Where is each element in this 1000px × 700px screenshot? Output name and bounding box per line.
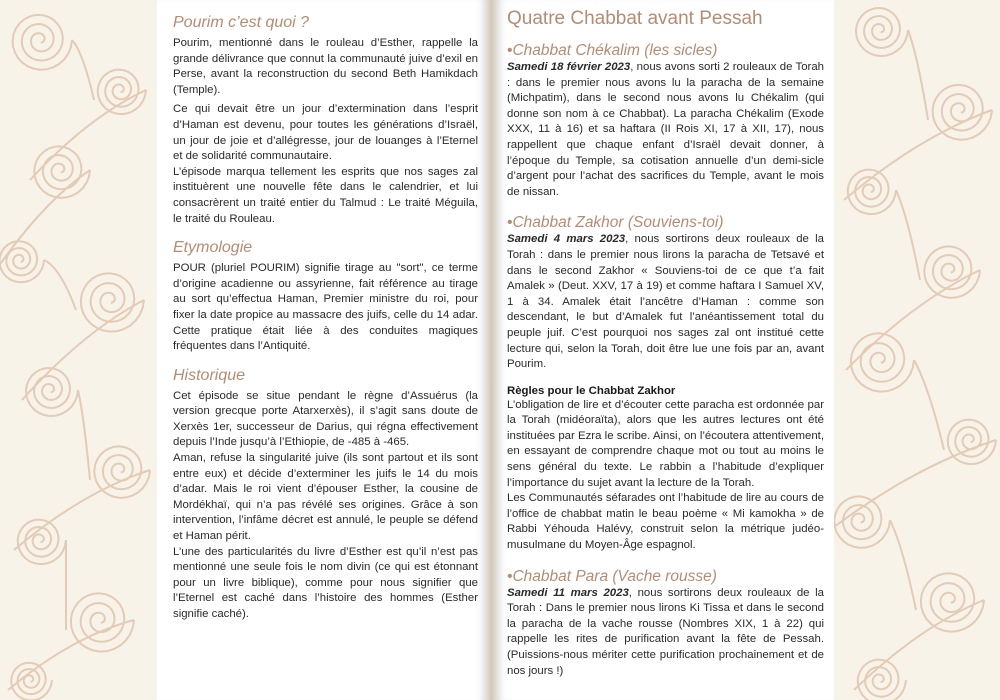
paragraph: L’obligation de lire et d’écouter cette paracha est ordonnée par la Torah (midéoraïta), alors que les autres lectures ont été instituées par Ezra le scribe. Ainsi, on l’écoutera attentivement, en essayant de comprendre chaque mot ou tout au moins le sens général du texte. Le rabbin a l’habitude d’expliquer l’importance du sujet avant la lecture de la Torah. bbox=[507, 398, 824, 489]
paragraph: POUR (pluriel POURIM) signifie tirage au "sort", ce terme d’origine acadienne ou assyrienne, fait référence au tirage au sort qu’effectua Haman, Premier ministre du roi, pour fixer la date propice au massacre des juifs, celle du 14 adar. Cette pratique était liée à des conduites magiques fréquentes dans l’Antiquité. bbox=[173, 262, 478, 353]
scroll-band bbox=[72, 40, 94, 100]
bullet-icon: • bbox=[507, 42, 513, 59]
paragraph: L’épisode marqua tellement les esprits que nos sages zal instituèrent une nouvelle fête dans le calendrier, et lui consacrèrent un traité entier du Talmud : Le traité Méguila, le traité du Rouleau. bbox=[173, 165, 478, 225]
section-heading-chekalim: •Chabbat Chékalim (les sicles) bbox=[507, 42, 718, 59]
paragraph: Cet épisode se situe pendant le règne d’Assuérus (la version grecque porte Atarxerxès), il s’agit sans doute de Xerxès 1er, successeur de Darius, qui régna effectivement depuis l’Inde jusqu’à l’Ethiopie, de -485 à -465. bbox=[173, 389, 478, 449]
section-heading-zakhor: •Chabbat Zakhor (Souviens-toi) bbox=[507, 214, 724, 232]
section-pourim bbox=[173, 14, 478, 227]
scroll-spiral bbox=[834, 496, 890, 548]
scroll-spiral bbox=[34, 146, 90, 198]
book-gutter bbox=[486, 0, 497, 700]
paragraph: Samedi 4 mars 2023, nous sortirons deux rouleaux de la Torah : dans le premier nous lirons la paracha de Tetsavé et dans le second Zakhor « Souviens-toi de ce que t’a fait Amalek » (Deut. XXV, 17 à 19) et comme haftara I Samuel XV, 1 à 34. Amalek était l’ancêtre d’Haman : comme son descendant, le but d’Amalek fut l’anéantissement total du peuple juif. C’est pourquoi nos sages zal ont institué cette lecture qui, selon la Torah, doit être lue une fois par an, avant Pourim. bbox=[507, 233, 824, 371]
paragraph: Ce qui devait être un jour d’extermination dans l’esprit d’Haman est devenu, pour toutes les générations d’Israël, un jour de joie et d’allégresse, jour de louanges à l’Eternel et de solidarité communautaire. bbox=[173, 103, 478, 163]
scroll-spiral bbox=[856, 8, 908, 56]
scroll-band bbox=[914, 360, 944, 450]
left-page bbox=[157, 0, 486, 700]
scroll-band bbox=[846, 270, 980, 370]
sub-heading: Règles pour le Chabbat Zakhor bbox=[507, 384, 676, 397]
scroll-band bbox=[830, 440, 996, 530]
scroll-spiral bbox=[26, 368, 78, 416]
scroll-spiral bbox=[0, 241, 44, 282]
paragraph: L’une des particularités du livre d’Esther est qu’il n’est pas mentionné une seule fois le nom divin (ce qui est étonnant pour un livre biblique), comme pour nous signifier que l’Eternel est caché dans l’histoire des hommes (Esther signifie caché). bbox=[173, 545, 478, 620]
scroll-band bbox=[44, 260, 76, 310]
date: Samedi 18 février 2023 bbox=[507, 61, 631, 73]
scroll-band bbox=[8, 620, 134, 690]
paragraph: Samedi 18 février 2023, nous avons sorti 2 rouleaux de Torah : dans le premier nous avons lu la paracha de la semaine (Michpatim), dans le second nous avons lu Chékalim (qui donne son nom à ce Chabbat). La paracha Chékalim (Exode XXX, 11 à 16) et sa haftara (II Rois XI, 17 à XII, 17), nous rappellent que chaque enfant d’Israël devait donner, à l’époque du Temple, sa cotisation annuelle d’un demi-sicle d’argent pour l’achat des sacrifices du Temple, avant le mois de nissan. bbox=[507, 61, 824, 198]
paragraph: Aman, refuse la singularité juive (ils sont partout et ils sont entre eux) et décide d’exterminer les juifs le 14 du mois d’adar. Mais le roi vient d’épouser Esther, la cousine de Mordékhaï, qui n’a pas révélé ses origines. Grâce à son intervention, l’infâme décret est annulé, le peuple se défend et Haman périt. bbox=[173, 452, 478, 543]
page-title: Quatre Chabbat avant Pessah bbox=[507, 8, 763, 29]
section-heading: Pourim c’est quoi ? bbox=[173, 14, 310, 31]
scroll-band bbox=[844, 110, 992, 200]
bullet-icon: • bbox=[507, 214, 513, 232]
scroll-spiral bbox=[921, 573, 984, 631]
paragraph: Samedi 11 mars 2023, nous sortirons deux rouleaux de la Torah : Dans le premier nous lirons Ki Tissa et dans le second la paracha de la vache rousse (Nombres XIX, 1 à 22) qui rappelle les rites de purification avant la fête de Pessah. (Puissions-nous mériter cette purification prochainement et de nos jours !) bbox=[507, 586, 824, 677]
scroll-band bbox=[908, 30, 928, 120]
bullet-icon: • bbox=[507, 567, 513, 585]
scroll-band bbox=[896, 190, 920, 280]
scroll-spiral bbox=[81, 273, 144, 331]
section-heading: Etymologie bbox=[173, 239, 253, 257]
scroll-band bbox=[30, 90, 146, 180]
paragraph: Les Communautés séfarades ont l’habitude de lire au cours de l’office de chabbat matin le beau poème « Mi kamokha » de Rabbi Yéhouda Halévy, construit selon la métrique judéo-musulmane du Moyen-Âge espagnol. bbox=[507, 492, 824, 552]
scroll-spiral bbox=[851, 333, 914, 391]
scroll-band bbox=[890, 520, 916, 610]
scroll-spiral bbox=[924, 246, 980, 298]
date: Samedi 11 mars 2023 bbox=[507, 586, 629, 599]
section-etymologie bbox=[173, 239, 478, 355]
paragraph: Pourim, mentionné dans le rouleau d’Esther, rappelle la grande délivrance que connut la communauté juive d’exil en Perse, avant la reconstruction du second Beth Hamikdach (Temple). bbox=[173, 37, 478, 96]
section-heading: Historique bbox=[173, 366, 246, 384]
section-heading-para: •Chabbat Para (Vache rousse) bbox=[507, 567, 717, 585]
scroll-spiral bbox=[98, 70, 146, 115]
scroll-band bbox=[78, 390, 90, 480]
scroll-band bbox=[22, 300, 144, 400]
right-page bbox=[497, 0, 834, 700]
scroll-band bbox=[0, 170, 90, 270]
scroll-spiral bbox=[13, 15, 72, 70]
section-historique bbox=[173, 367, 478, 623]
date: Samedi 4 mars 2023 bbox=[507, 233, 626, 246]
